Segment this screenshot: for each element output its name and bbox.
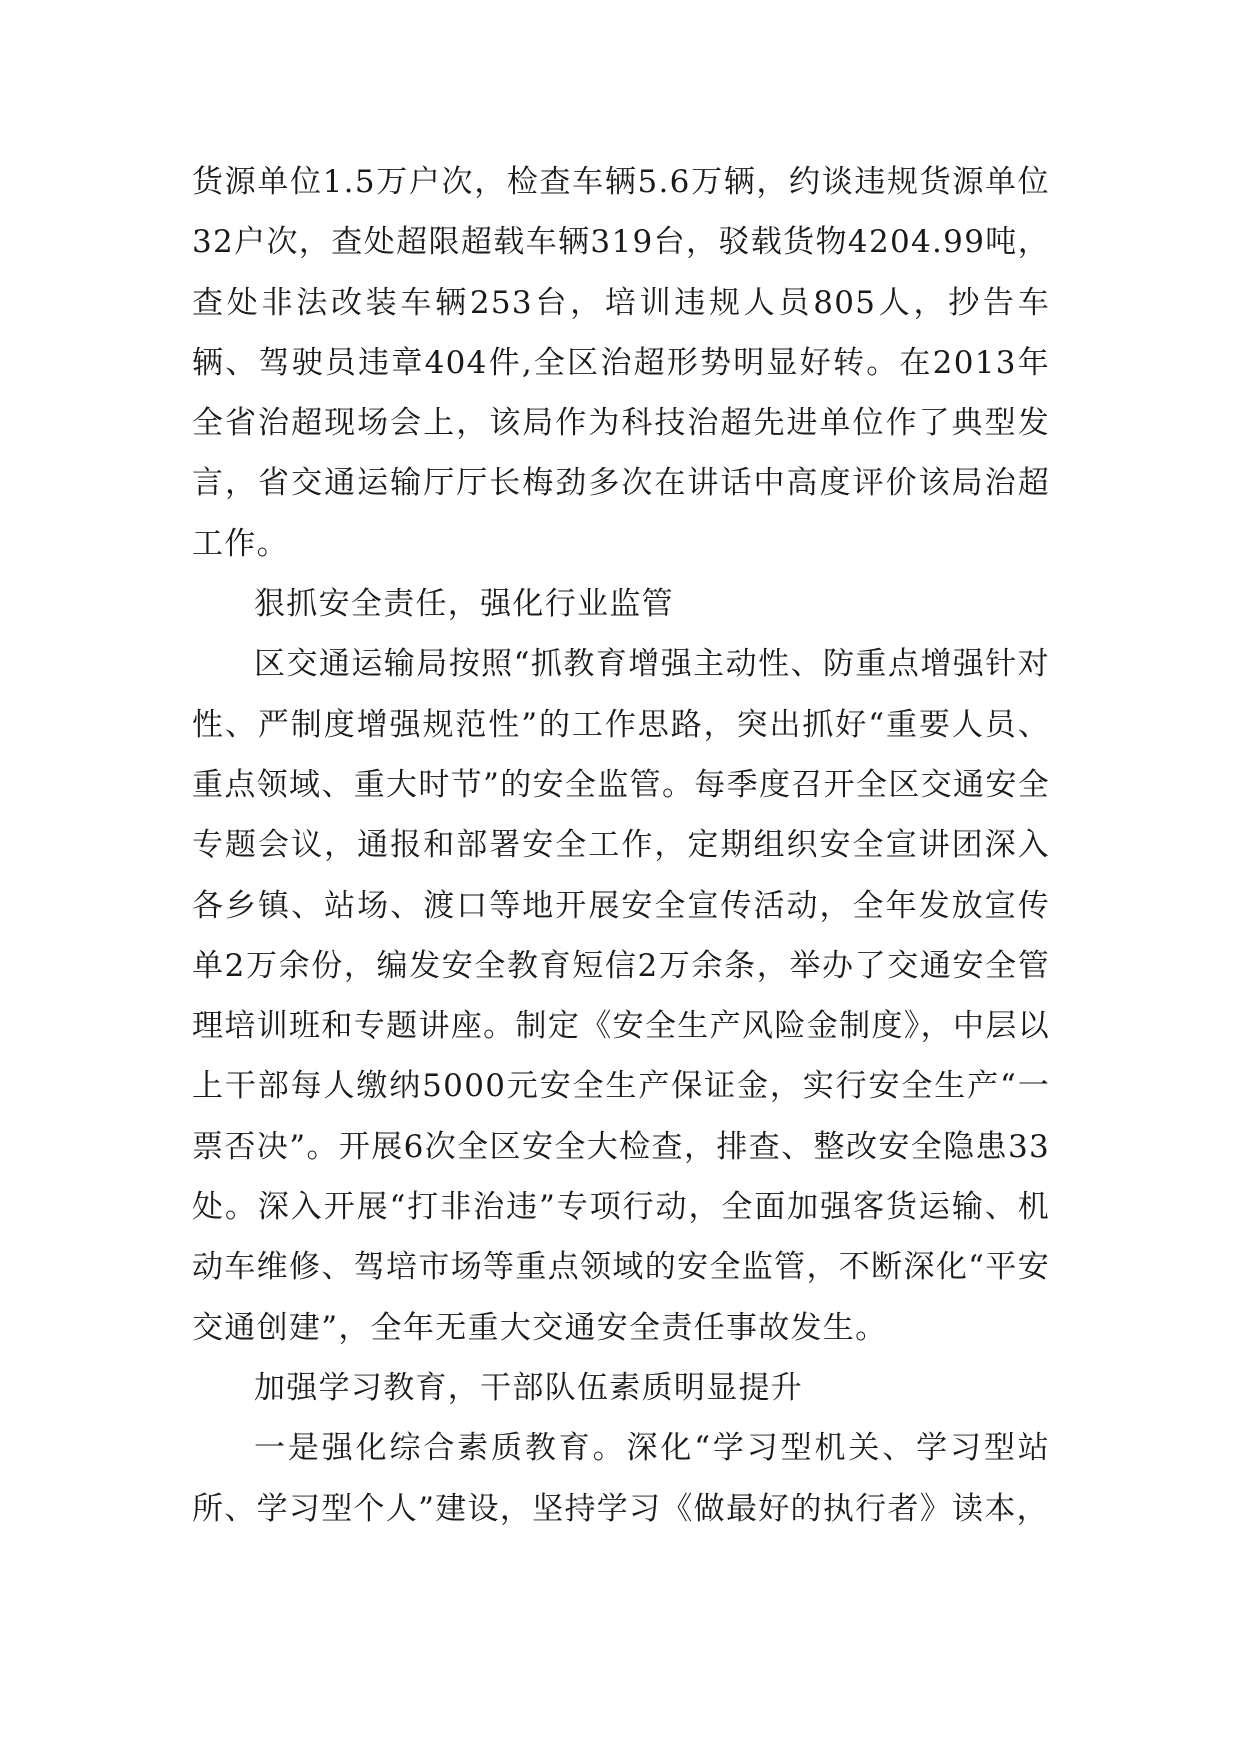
paragraph-quality-education: 一是强化综合素质教育。深化“学习型机关、学习型站所、学习型个人”建设，坚持学习《做最好的执行者》读本， [192,1430,1050,1527]
section-heading-education: 加强学习教育，干部队伍素质明显提升 [254,1369,804,1406]
document-body [192,152,1050,1539]
paragraph-overload-results: 货源单位1.5万户次，检查车辆5.6万辆，约谈违规货源单位32户次，查处超限超载车辆319台，驳载货物4204.99吨，查处非法改装车辆253台，培训违规人员805人，抄告车辆、驾驶员违章404件,全区治超形势明显好转。在2013年全省治超现场会上，该局作为科技治超先进单位作了典型发言，省交通运输厅厅长梅劲多次在讲话中高度评价该局治超工作。 [192,164,1050,562]
section-heading-safety: 狠抓安全责任，强化行业监管 [254,586,674,623]
paragraph-safety-supervision: 区交通运输局按照“抓教育增强主动性、防重点增强针对性、严制度增强规范性”的工作思路，突出抓好“重要人员、重点领域、重大时节”的安全监管。每季度召开全区交通安全专题会议，通报和部署安全工作，定期组织安全宣讲团深入各乡镇、站场、渡口等地开展安全宣传活动，全年发放宣传单2万余份，编发安全教育短信2万余条，举办了交通安全管理培训班和专题讲座。制定《安全生产风险金制度》，中层以上干部每人缴纳5000元安全生产保证金，实行安全生产“一票否决”。开展6次全区安全大检查，排查、整改安全隐患33处。深入开展“打非治违”专项行动，全面加强客货运输、机动车维修、驾培市场等重点领域的安全监管，不断深化“平安交通创建”，全年无重大交通安全责任事故发生。 [192,646,1050,1346]
